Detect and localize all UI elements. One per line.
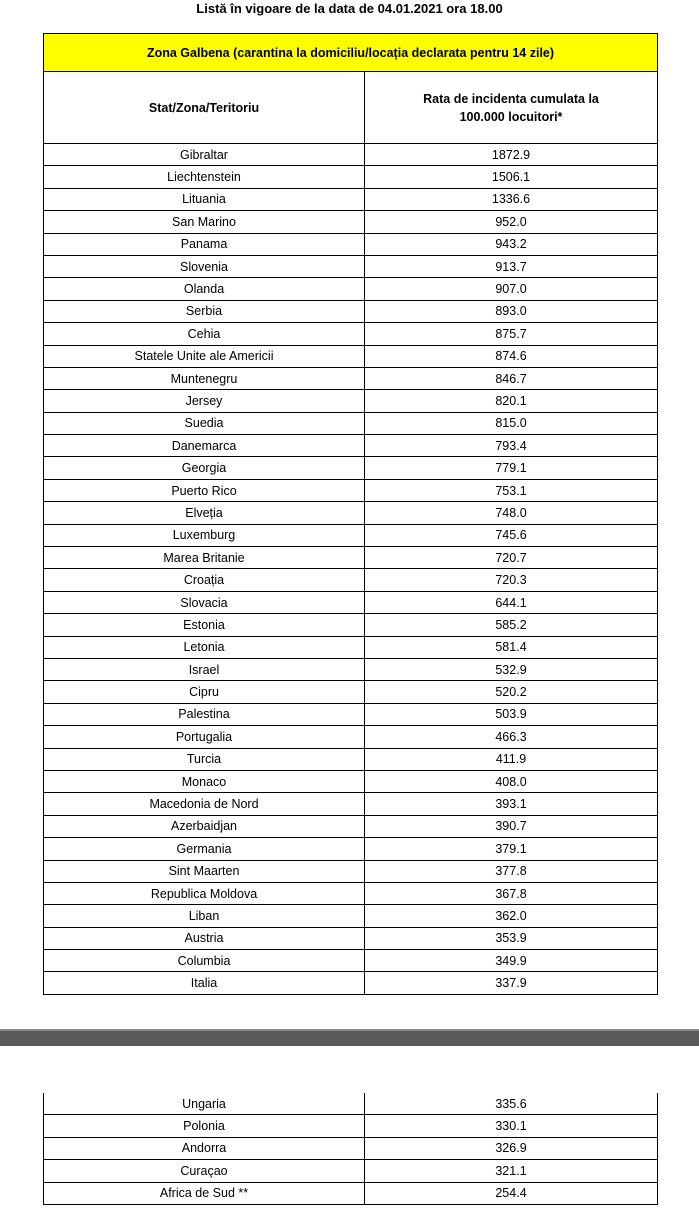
table-row [44,502,658,524]
country-cell: Letonia [44,636,365,658]
column-header-rate-text: Rata de incidenta cumulata la 100.000 locuitori* [423,91,599,124]
table-row [44,1182,658,1204]
table-row [44,323,658,345]
table-row [44,838,658,860]
country-cell: Slovenia [44,255,365,277]
rate-cell: 907.0 [365,278,658,300]
rate-cell: 748.0 [365,502,658,524]
rate-cell: 390.7 [365,815,658,837]
table-row [44,547,658,569]
country-cell: Croația [44,569,365,591]
country-cell: Ungaria [44,1093,365,1115]
rate-cell: 1872.9 [365,144,658,166]
table-row [44,524,658,546]
rate-cell: 330.1 [365,1115,658,1137]
country-cell: Azerbaidjan [44,815,365,837]
document-title: Listă în vigoare de la data de 04.01.2021 ora 18.00 [196,1,503,16]
table-row [44,703,658,725]
table-row [44,1137,658,1159]
table-row [44,636,658,658]
rate-cell: 353.9 [365,927,658,949]
rate-cell: 321.1 [365,1160,658,1182]
rate-cell: 893.0 [365,300,658,322]
country-cell: Cehia [44,323,365,345]
rate-cell: 815.0 [365,412,658,434]
table-row [44,591,658,613]
table-row [44,658,658,680]
zone-header-row [44,34,658,72]
country-cell: Panama [44,233,365,255]
rate-cell: 466.3 [365,726,658,748]
rate-cell: 720.3 [365,569,658,591]
country-cell: Curaçao [44,1160,365,1182]
table-row [44,390,658,412]
table-row [44,793,658,815]
column-header-row [44,72,658,144]
rate-cell: 913.7 [365,255,658,277]
country-cell: Lituania [44,188,365,210]
table-row [44,457,658,479]
table-body-page2 [44,1093,658,1204]
country-cell: Serbia [44,300,365,322]
country-cell: Liechtenstein [44,166,365,188]
table-row [44,233,658,255]
table-row [44,950,658,972]
table-row [44,1115,658,1137]
table-row [44,905,658,927]
country-cell: Andorra [44,1137,365,1159]
rate-cell: 503.9 [365,703,658,725]
rate-cell: 875.7 [365,323,658,345]
table-row [44,1160,658,1182]
table-row [44,748,658,770]
country-cell: Monaco [44,770,365,792]
country-cell: Columbia [44,950,365,972]
rate-cell: 745.6 [365,524,658,546]
table-row [44,726,658,748]
rate-cell: 532.9 [365,658,658,680]
country-cell: Republica Moldova [44,882,365,904]
country-cell: Gibraltar [44,144,365,166]
country-cell: Cipru [44,681,365,703]
zone-title: Zona Galbena (carantina la domiciliu/locația declarata pentru 14 zile) [44,34,658,72]
table-row [44,815,658,837]
country-cell: Israel [44,658,365,680]
country-cell: Puerto Rico [44,479,365,501]
country-cell: Slovacia [44,591,365,613]
table-row [44,412,658,434]
table-row [44,770,658,792]
rate-cell: 349.9 [365,950,658,972]
country-cell: Sint Maarten [44,860,365,882]
table-row [44,569,658,591]
table-row [44,144,658,166]
rate-cell: 585.2 [365,614,658,636]
country-cell: Liban [44,905,365,927]
rate-cell: 820.1 [365,390,658,412]
country-cell: Africa de Sud ** [44,1182,365,1204]
country-cell: Palestina [44,703,365,725]
rate-cell: 753.1 [365,479,658,501]
country-cell: Italia [44,972,365,994]
rate-cell: 367.8 [365,882,658,904]
rate-cell: 581.4 [365,636,658,658]
table-body-page1 [44,34,658,995]
country-cell: Muntenegru [44,367,365,389]
country-cell: Austria [44,927,365,949]
country-cell: Statele Unite ale Americii [44,345,365,367]
country-cell: Turcia [44,748,365,770]
country-cell: Polonia [44,1115,365,1137]
column-header-rate [365,72,658,144]
rate-cell: 846.7 [365,367,658,389]
table-row [44,367,658,389]
country-cell: Olanda [44,278,365,300]
country-cell: Danemarca [44,435,365,457]
country-cell: Georgia [44,457,365,479]
table-row [44,1093,658,1115]
country-cell: Portugalia [44,726,365,748]
table-row [44,166,658,188]
country-cell: Germania [44,838,365,860]
country-cell: Macedonia de Nord [44,793,365,815]
rate-cell: 411.9 [365,748,658,770]
rate-cell: 377.8 [365,860,658,882]
table-row [44,278,658,300]
rate-cell: 393.1 [365,793,658,815]
rate-cell: 952.0 [365,211,658,233]
rate-cell: 874.6 [365,345,658,367]
country-cell: Suedia [44,412,365,434]
rate-cell: 793.4 [365,435,658,457]
country-cell: Estonia [44,614,365,636]
yellow-zone-table [43,33,658,995]
table-row [44,860,658,882]
table-row [44,300,658,322]
table-row [44,188,658,210]
table-row [44,927,658,949]
rate-cell: 1336.6 [365,188,658,210]
table-row [44,345,658,367]
table-row [44,211,658,233]
table-row [44,479,658,501]
rate-cell: 720.7 [365,547,658,569]
country-cell: Elveția [44,502,365,524]
table-row [44,435,658,457]
yellow-zone-table-continued [43,1093,658,1205]
rate-cell: 943.2 [365,233,658,255]
rate-cell: 1506.1 [365,166,658,188]
rate-cell: 779.1 [365,457,658,479]
table-row [44,882,658,904]
rate-cell: 337.9 [365,972,658,994]
rate-cell: 520.2 [365,681,658,703]
rate-cell: 326.9 [365,1137,658,1159]
table-row [44,614,658,636]
rate-cell: 408.0 [365,770,658,792]
country-cell: San Marino [44,211,365,233]
rate-cell: 362.0 [365,905,658,927]
country-cell: Luxemburg [44,524,365,546]
rate-cell: 379.1 [365,838,658,860]
country-cell: Marea Britanie [44,547,365,569]
rate-cell: 335.6 [365,1093,658,1115]
rate-cell: 644.1 [365,591,658,613]
table-row [44,255,658,277]
column-header-country: Stat/Zona/Teritoriu [44,72,365,144]
rate-cell: 254.4 [365,1182,658,1204]
country-cell: Jersey [44,390,365,412]
table-row [44,972,658,994]
page-break-band [0,1031,699,1046]
table-row [44,681,658,703]
